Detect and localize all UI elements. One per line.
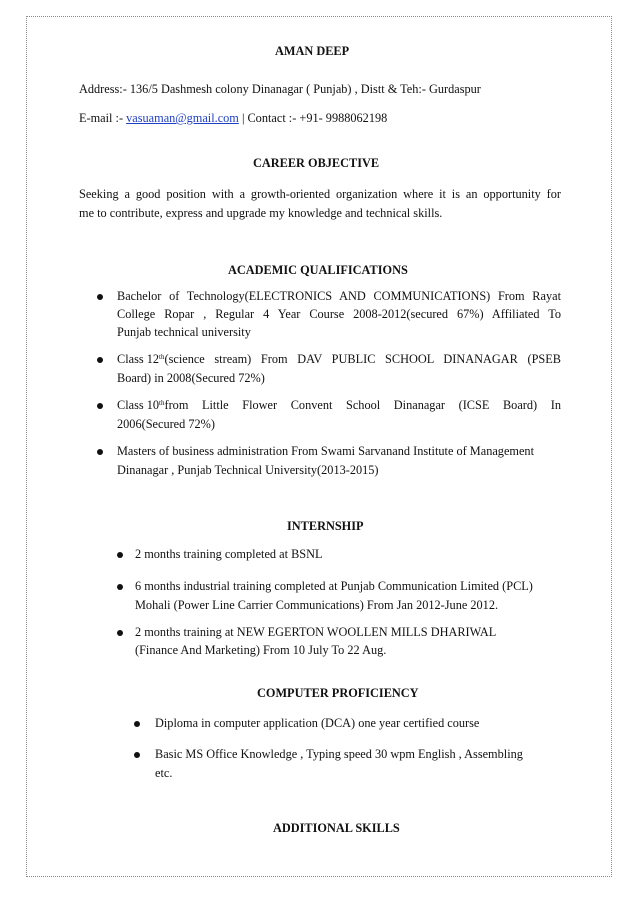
computer-proficiency-heading: COMPUTER PROFICIENCY (257, 686, 419, 700)
career-objective-line-2: me to contribute, express and upgrade my knowledge and technical skills. (79, 206, 443, 220)
bullet-icon (117, 584, 123, 590)
computer-item-msoffice-line-1: Basic MS Office Knowledge , Typing speed 30 wpm English , Assembling (155, 747, 523, 761)
class12-detail: (science stream) From DAV PUBLIC SCHOOL DINANAGAR (PSEB (164, 352, 561, 366)
academic-item-btech-line-2: College Ropar , Regular 4 Year Course 2008-2012(secured 67%) Affiliated To (117, 307, 561, 321)
internship-item-pcl-line-2: Mohali (Power Line Carrier Communications) From Jan 2012-June 2012. (135, 598, 499, 612)
class12-label: Class 12 (117, 352, 160, 366)
additional-skills-heading: ADDITIONAL SKILLS (273, 821, 400, 835)
career-objective-line-1: Seeking a good position with a growth-oriented organization where it is an opportunity for (79, 187, 561, 201)
internship-item-egerton-line-1: 2 months training at NEW EGERTON WOOLLEN MILLS DHARIWAL (135, 625, 497, 639)
academic-item-class10-line-1 (117, 398, 561, 412)
bullet-icon (117, 630, 123, 636)
bullet-icon (134, 721, 140, 727)
computer-item-dca: Diploma in computer application (DCA) one year certified course (155, 716, 480, 730)
address-line: Address:- 136/5 Dashmesh colony Dinanagar ( Punjab) , Distt & Teh:- Gurdaspur (79, 82, 481, 96)
class12-sup: th (159, 353, 165, 361)
class10-detail: from Little Flower Convent School Dinanagar (ICSE Board) In (164, 398, 561, 412)
academic-item-class12-line-2: Board) in 2008(Secured 72%) (117, 371, 265, 385)
class10-label: Class 10 (117, 398, 160, 412)
academic-qualifications-heading: ACADEMIC QUALIFICATIONS (228, 263, 408, 277)
bullet-icon (97, 449, 103, 455)
career-objective-heading: CAREER OBJECTIVE (253, 156, 380, 170)
academic-item-mba-line-2: Dinanagar , Punjab Technical University(2013-2015) (117, 463, 379, 477)
contact-number: | Contact :- +91- 9988062198 (238, 111, 388, 125)
internship-item-pcl-line-1: 6 months industrial training completed at Punjab Communication Limited (PCL) (135, 579, 533, 593)
academic-item-mba-line-1: Masters of business administration From Swami Sarvanand Institute of Management (117, 444, 535, 458)
academic-item-class12-line-1 (117, 352, 561, 366)
bullet-icon (97, 357, 103, 363)
internship-heading: INTERNSHIP (287, 519, 364, 533)
candidate-name: AMAN DEEP (275, 44, 350, 58)
email-link[interactable]: vasuaman@gmail.com (126, 111, 239, 125)
bullet-icon (97, 294, 103, 300)
academic-item-btech-line-1: Bachelor of Technology(ELECTRONICS AND COMMUNICATIONS) From Rayat (117, 289, 561, 303)
bullet-icon (97, 403, 103, 409)
bullet-icon (134, 752, 140, 758)
academic-item-class10-line-2: 2006(Secured 72%) (117, 417, 216, 431)
academic-item-btech-line-3: Punjab technical university (117, 325, 251, 339)
computer-item-msoffice-line-2: etc. (155, 766, 173, 780)
internship-item-bsnl: 2 months training completed at BSNL (135, 547, 323, 561)
email-label: E-mail :- (79, 111, 127, 125)
internship-item-egerton-line-2: (Finance And Marketing) From 10 July To 22 Aug. (135, 643, 387, 657)
contact-line (79, 111, 387, 125)
bullet-icon (117, 552, 123, 558)
class10-sup: th (159, 399, 165, 407)
